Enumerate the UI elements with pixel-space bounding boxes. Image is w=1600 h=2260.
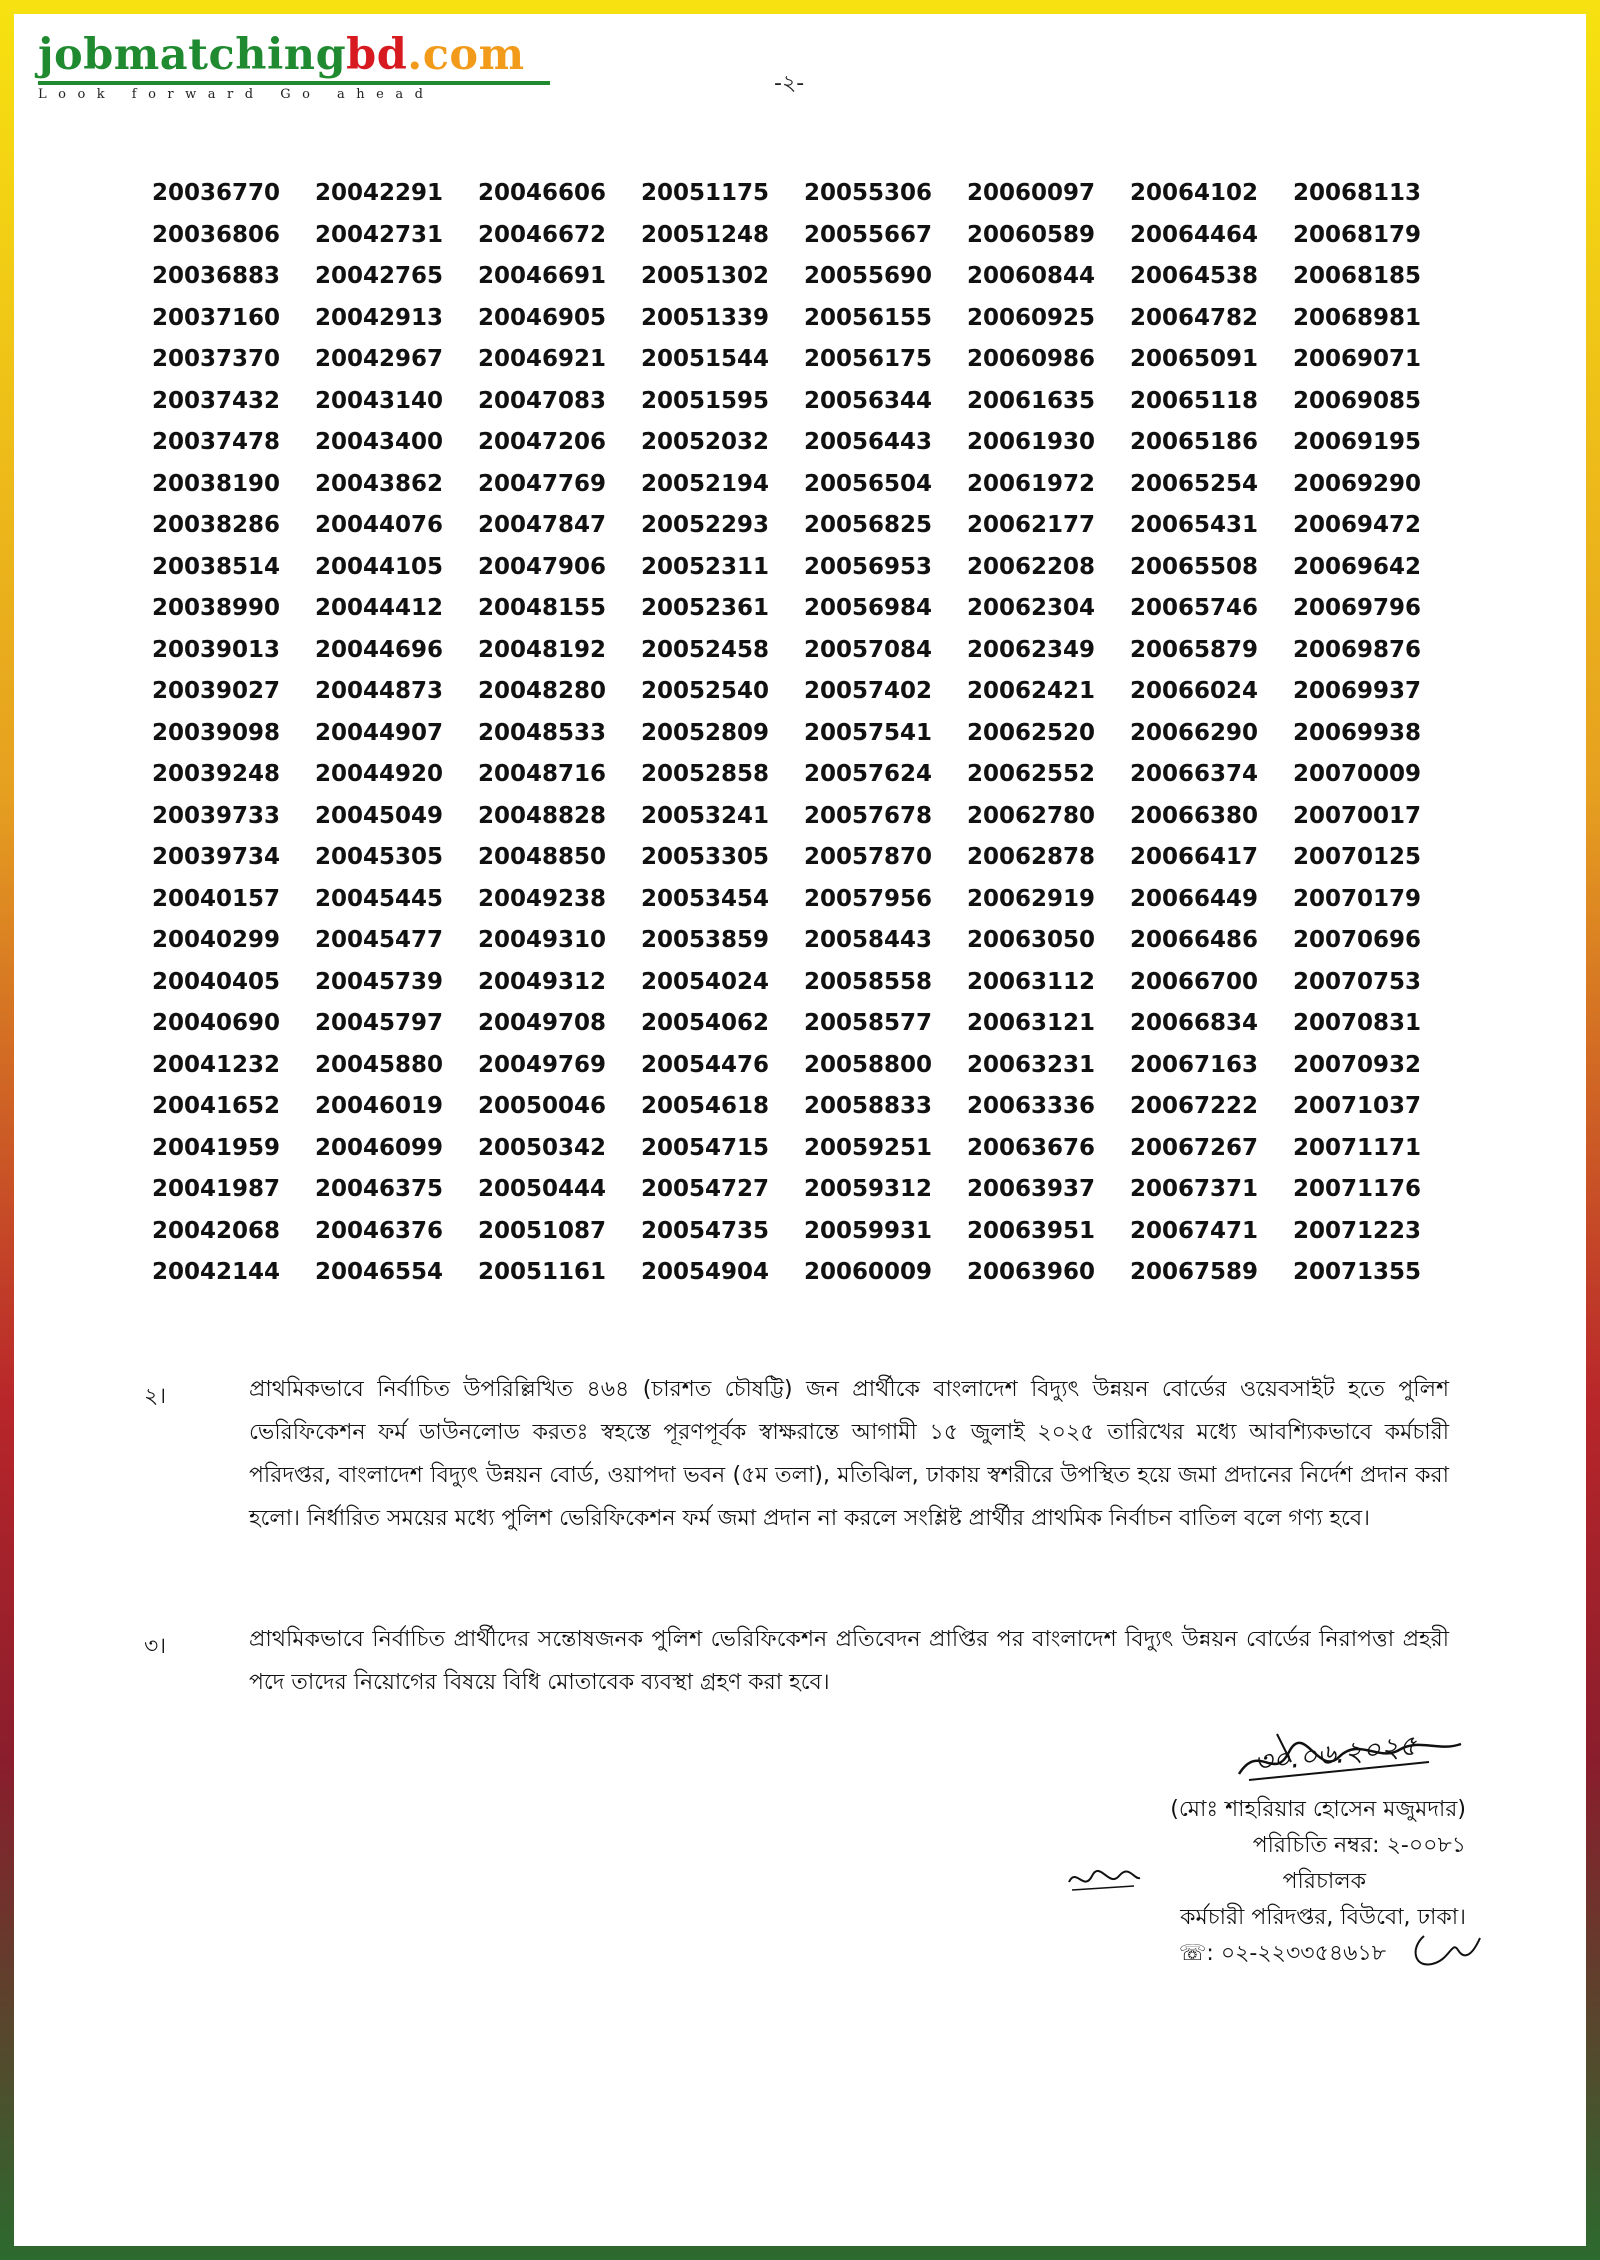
roll-number-cell: 20037478 xyxy=(152,429,281,455)
roll-number-cell: 20037370 xyxy=(152,346,281,372)
roll-number-cell: 20051339 xyxy=(641,304,770,331)
roll-number-cell: 20071223 xyxy=(1293,1217,1422,1244)
roll-number-cell: 20057624 xyxy=(804,761,933,787)
roll-number-cell: 20050342 xyxy=(478,1134,607,1161)
roll-number-cell: 20051175 xyxy=(641,180,770,206)
roll-number-cell: 20046606 xyxy=(478,180,607,206)
roll-number-cell: 20056155 xyxy=(804,304,933,331)
roll-number-cell: 20045880 xyxy=(315,1051,444,1078)
roll-number-cell: 20062919 xyxy=(967,885,1096,912)
roll-number-cell: 20050444 xyxy=(478,1176,607,1202)
roll-number-cell: 20048850 xyxy=(478,844,607,870)
signatory-id: পরিচিতি নম্বর: ২-০০৮১ xyxy=(1252,1833,1466,1858)
logo-part-3: .com xyxy=(407,30,525,80)
roll-number-cell: 20046691 xyxy=(478,263,607,289)
initials-scribble-icon-2 xyxy=(1406,1926,1486,1976)
roll-number-cell: 20056984 xyxy=(804,595,933,621)
roll-number-cell: 20070696 xyxy=(1293,927,1422,953)
roll-number-cell: 20060925 xyxy=(967,304,1096,331)
roll-number-cell: 20066374 xyxy=(1130,761,1259,787)
roll-number-cell: 20044696 xyxy=(315,636,444,663)
roll-number-cell: 20045445 xyxy=(315,885,444,912)
roll-number-cell: 20046019 xyxy=(315,1093,444,1119)
roll-number-cell: 20057084 xyxy=(804,636,933,663)
roll-number-cell: 20042967 xyxy=(315,346,444,372)
roll-number-cell: 20067163 xyxy=(1130,1051,1259,1078)
roll-number-cell: 20062552 xyxy=(967,761,1096,787)
roll-number-cell: 20062349 xyxy=(967,636,1096,663)
roll-number-cell: 20052858 xyxy=(641,761,770,787)
roll-number-cell: 20044920 xyxy=(315,761,444,787)
roll-number-cell: 20052809 xyxy=(641,719,770,746)
roll-number-cell: 20069290 xyxy=(1293,470,1422,497)
roll-number-cell: 20065879 xyxy=(1130,636,1259,663)
roll-number-cell: 20071171 xyxy=(1293,1134,1422,1161)
roll-number-cell: 20065431 xyxy=(1130,512,1259,538)
roll-number-cell: 20041232 xyxy=(152,1051,281,1078)
roll-number-cell: 20061972 xyxy=(967,470,1096,497)
signatory-designation: পরিচালক xyxy=(1282,1869,1366,1894)
roll-number-cell: 20046375 xyxy=(315,1176,444,1202)
roll-number-cell: 20038514 xyxy=(152,553,281,580)
roll-number-cell: 20042731 xyxy=(315,221,444,248)
roll-number-cell: 20047906 xyxy=(478,553,607,580)
roll-number-cell: 20046099 xyxy=(315,1134,444,1161)
roll-number-cell: 20054476 xyxy=(641,1051,770,1078)
roll-number-cell: 20060844 xyxy=(967,263,1096,289)
roll-number-cell: 20060986 xyxy=(967,346,1096,372)
roll-number-cell: 20045305 xyxy=(315,844,444,870)
signatory-phone-line xyxy=(866,1936,1466,1972)
roll-number-cell: 20069937 xyxy=(1293,678,1422,704)
roll-number-cell: 20056953 xyxy=(804,553,933,580)
roll-number-cell: 20052540 xyxy=(641,678,770,704)
roll-number-cell: 20071037 xyxy=(1293,1093,1422,1119)
roll-number-cell: 20071176 xyxy=(1293,1176,1422,1202)
signature-block xyxy=(866,1792,1466,1972)
roll-number-cell: 20068179 xyxy=(1293,221,1422,248)
roll-number-cell: 20051595 xyxy=(641,387,770,414)
roll-number-cell: 20058800 xyxy=(804,1051,933,1078)
document-page xyxy=(14,14,1586,2246)
roll-number-cell: 20044873 xyxy=(315,678,444,704)
roll-number-cell: 20066449 xyxy=(1130,885,1259,912)
roll-number-cell: 20053859 xyxy=(641,927,770,953)
roll-number-cell: 20056344 xyxy=(804,387,933,414)
roll-number-cell: 20063951 xyxy=(967,1217,1096,1244)
roll-number-cell: 20070009 xyxy=(1293,761,1422,787)
roll-number-cell: 20051302 xyxy=(641,263,770,289)
roll-number-cell: 20045477 xyxy=(315,927,444,953)
roll-number-cell: 20056175 xyxy=(804,346,933,372)
logo-part-1: jobmatching xyxy=(38,30,347,80)
roll-number-cell: 20057678 xyxy=(804,802,933,829)
roll-number-cell: 20058577 xyxy=(804,1010,933,1036)
roll-number-cell: 20052458 xyxy=(641,636,770,663)
roll-number-cell: 20056443 xyxy=(804,429,933,455)
roll-number-cell: 20054062 xyxy=(641,1010,770,1036)
paragraph-number-2: ২। xyxy=(144,1384,167,1409)
roll-number-cell: 20044907 xyxy=(315,719,444,746)
roll-number-cell: 20048280 xyxy=(478,678,607,704)
roll-number-cell: 20054715 xyxy=(641,1134,770,1161)
roll-number-cell: 20050046 xyxy=(478,1093,607,1119)
roll-number-cell: 20066834 xyxy=(1130,1010,1259,1036)
roll-number-cell: 20049312 xyxy=(478,968,607,995)
roll-number-cell: 20067222 xyxy=(1130,1093,1259,1119)
phone-icon: ☏ xyxy=(1178,1941,1207,1966)
roll-number-cell: 20052293 xyxy=(641,512,770,538)
roll-number-cell: 20049708 xyxy=(478,1010,607,1036)
roll-number-cell: 20067371 xyxy=(1130,1176,1259,1202)
roll-number-cell: 20064102 xyxy=(1130,180,1259,206)
roll-number-cell: 20065118 xyxy=(1130,387,1259,414)
signature-date: ৩০.০৬.২০২৫ xyxy=(1252,1728,1419,1779)
roll-number-cell: 20068981 xyxy=(1293,304,1422,331)
roll-number-cell: 20049238 xyxy=(478,885,607,912)
roll-number-cell: 20063050 xyxy=(967,927,1096,953)
roll-number-cell: 20067267 xyxy=(1130,1134,1259,1161)
logo-part-2: bd xyxy=(346,30,408,80)
logo-underline xyxy=(38,81,550,85)
roll-number-cell: 20051248 xyxy=(641,221,770,248)
roll-number-cell: 20041652 xyxy=(152,1093,281,1119)
paragraph-3: প্রাথমিকভাবে নির্বাচিত প্রার্থীদের সন্তোষজনক পুলিশ ভেরিফিকেশন প্রতিবেদন প্রাপ্তির পর বাংলাদেশ বিদ্যুৎ উন্নয়ন বোর্ডের নিরাপত্তা প্রহরী পদে তাদের নিয়োগের বিষয়ে বিধি মোতাবেক ব্যবস্থা গ্রহণ করা হবে। xyxy=(249,1627,1449,1695)
roll-number-cell: 20060097 xyxy=(967,180,1096,206)
roll-number-cell: 20051544 xyxy=(641,346,770,372)
roll-number-cell: 20064538 xyxy=(1130,263,1259,289)
roll-number-cell: 20045797 xyxy=(315,1010,444,1036)
roll-number-cell: 20067589 xyxy=(1130,1259,1259,1285)
roll-number-cell: 20069085 xyxy=(1293,387,1422,414)
page-number: -২- xyxy=(774,71,805,96)
roll-number-cell: 20042913 xyxy=(315,304,444,331)
roll-number-cell: 20062780 xyxy=(967,802,1096,829)
roll-number-cell: 20062421 xyxy=(967,678,1096,704)
roll-number-cell: 20070753 xyxy=(1293,968,1422,995)
roll-number-cell: 20059931 xyxy=(804,1217,933,1244)
roll-number-cell: 20063960 xyxy=(967,1259,1096,1285)
roll-number-cell: 20063231 xyxy=(967,1051,1096,1078)
roll-number-cell: 20053305 xyxy=(641,844,770,870)
roll-number-cell: 20040405 xyxy=(152,968,281,995)
roll-number-cell: 20066024 xyxy=(1130,678,1259,704)
roll-number-cell: 20038286 xyxy=(152,512,281,538)
roll-number-cell: 20048828 xyxy=(478,802,607,829)
roll-number-cell: 20064464 xyxy=(1130,221,1259,248)
roll-number-cell: 20061635 xyxy=(967,387,1096,414)
roll-number-cell: 20065254 xyxy=(1130,470,1259,497)
roll-number-cell: 20062208 xyxy=(967,553,1096,580)
roll-number-cell: 20039098 xyxy=(152,719,281,746)
roll-number-cell: 20066380 xyxy=(1130,802,1259,829)
roll-number-cell: 20069195 xyxy=(1293,429,1422,455)
roll-number-cell: 20071355 xyxy=(1293,1259,1422,1285)
roll-number-cell: 20063112 xyxy=(967,968,1096,995)
roll-number-cell: 20070179 xyxy=(1293,885,1422,912)
roll-number-cell: 20060589 xyxy=(967,221,1096,248)
roll-number-cell: 20039734 xyxy=(152,844,281,870)
roll-number-cell: 20052032 xyxy=(641,429,770,455)
roll-number-cell: 20057541 xyxy=(804,719,933,746)
roll-number-cell: 20042144 xyxy=(152,1259,281,1285)
roll-number-cell: 20058443 xyxy=(804,927,933,953)
roll-number-cell: 20062304 xyxy=(967,595,1096,621)
roll-number-cell: 20039027 xyxy=(152,678,281,704)
roll-number-cell: 20070125 xyxy=(1293,844,1422,870)
roll-number-cell: 20054735 xyxy=(641,1217,770,1244)
roll-number-cell: 20040690 xyxy=(152,1010,281,1036)
roll-number-cell: 20052361 xyxy=(641,595,770,621)
roll-number-cell: 20046376 xyxy=(315,1217,444,1244)
roll-number-cell: 20046554 xyxy=(315,1259,444,1285)
roll-number-cell: 20048533 xyxy=(478,719,607,746)
roll-number-cell: 20062520 xyxy=(967,719,1096,746)
roll-number-cell: 20061930 xyxy=(967,429,1096,455)
roll-number-cell: 20044076 xyxy=(315,512,444,538)
roll-number-cell: 20047769 xyxy=(478,470,607,497)
roll-number-cell: 20043140 xyxy=(315,387,444,414)
roll-number-cell: 20059312 xyxy=(804,1176,933,1202)
roll-number-cell: 20042068 xyxy=(152,1217,281,1244)
roll-number-cell: 20057402 xyxy=(804,678,933,704)
roll-number-cell: 20048192 xyxy=(478,636,607,663)
roll-number-cell: 20056825 xyxy=(804,512,933,538)
roll-number-cell: 20069796 xyxy=(1293,595,1422,621)
roll-number-cell: 20054618 xyxy=(641,1093,770,1119)
roll-number-cell: 20038990 xyxy=(152,595,281,621)
roll-number-cell: 20048716 xyxy=(478,761,607,787)
roll-number-cell: 20069071 xyxy=(1293,346,1422,372)
roll-number-cell: 20054024 xyxy=(641,968,770,995)
roll-number-cell: 20053241 xyxy=(641,802,770,829)
roll-number-cell: 20040299 xyxy=(152,927,281,953)
roll-number-cell: 20069938 xyxy=(1293,719,1422,746)
roll-number-cell: 20066700 xyxy=(1130,968,1259,995)
roll-number-cell: 20036770 xyxy=(152,180,281,206)
roll-number-table xyxy=(152,180,1452,1301)
roll-number-cell: 20057870 xyxy=(804,844,933,870)
roll-number-cell: 20041959 xyxy=(152,1134,281,1161)
signatory-name: (মোঃ শাহরিয়ার হোসেন মজুমদার) xyxy=(1170,1797,1466,1822)
roll-number-cell: 20057956 xyxy=(804,885,933,912)
roll-number-cell: 20045049 xyxy=(315,802,444,829)
roll-number-cell: 20037160 xyxy=(152,304,281,331)
signatory-office: কর্মচারী পরিদপ্তর, বিউবো, ঢাকা। xyxy=(1180,1905,1466,1930)
roll-number-cell: 20058833 xyxy=(804,1093,933,1119)
roll-number-cell: 20054727 xyxy=(641,1176,770,1202)
roll-number-cell: 20065746 xyxy=(1130,595,1259,621)
roll-number-cell: 20054904 xyxy=(641,1259,770,1285)
roll-number-cell: 20066486 xyxy=(1130,927,1259,953)
roll-number-cell: 20036806 xyxy=(152,221,281,248)
roll-number-cell: 20065508 xyxy=(1130,553,1259,580)
roll-number-cell: 20066290 xyxy=(1130,719,1259,746)
roll-number-cell: 20044105 xyxy=(315,553,444,580)
roll-number-cell: 20047206 xyxy=(478,429,607,455)
roll-number-cell: 20069876 xyxy=(1293,636,1422,663)
roll-number-cell: 20047847 xyxy=(478,512,607,538)
roll-number-cell: 20041987 xyxy=(152,1176,281,1202)
roll-number-cell: 20064782 xyxy=(1130,304,1259,331)
roll-number-cell: 20052194 xyxy=(641,470,770,497)
roll-number-cell: 20039733 xyxy=(152,802,281,829)
roll-number-cell: 20062177 xyxy=(967,512,1096,538)
roll-number-cell: 20039248 xyxy=(152,761,281,787)
roll-number-cell: 20066417 xyxy=(1130,844,1259,870)
roll-number-cell: 20049310 xyxy=(478,927,607,953)
roll-number-cell: 20063937 xyxy=(967,1176,1096,1202)
roll-number-cell: 20063336 xyxy=(967,1093,1096,1119)
signatory-phone: : ০২-২২৩৩৫৪৬১৮ xyxy=(1206,1941,1386,1966)
roll-number-cell: 20040157 xyxy=(152,885,281,912)
roll-number-cell: 20060009 xyxy=(804,1259,933,1285)
initials-scribble-icon xyxy=(1064,1862,1144,1896)
roll-number-cell: 20046672 xyxy=(478,221,607,248)
roll-number-cell: 20037432 xyxy=(152,387,281,414)
roll-number-cell: 20055667 xyxy=(804,221,933,248)
roll-number-cell: 20051161 xyxy=(478,1259,607,1285)
roll-number-cell: 20070017 xyxy=(1293,802,1422,829)
roll-number-cell: 20068185 xyxy=(1293,263,1422,289)
roll-number-cell: 20043862 xyxy=(315,470,444,497)
roll-number-cell: 20062878 xyxy=(967,844,1096,870)
roll-number-cell: 20055306 xyxy=(804,180,933,206)
roll-number-cell: 20052311 xyxy=(641,553,770,580)
roll-number-cell: 20055690 xyxy=(804,263,933,289)
roll-number-cell: 20070932 xyxy=(1293,1051,1422,1078)
roll-number-cell: 20063121 xyxy=(967,1010,1096,1036)
site-logo[interactable] xyxy=(38,30,558,102)
roll-number-cell: 20053454 xyxy=(641,885,770,912)
roll-number-cell: 20049769 xyxy=(478,1051,607,1078)
roll-number-cell: 20042291 xyxy=(315,180,444,206)
roll-number-cell: 20051087 xyxy=(478,1217,607,1244)
roll-number-cell: 20039013 xyxy=(152,636,281,663)
roll-number-cell: 20038190 xyxy=(152,470,281,497)
roll-number-cell: 20065091 xyxy=(1130,346,1259,372)
roll-number-cell: 20046921 xyxy=(478,346,607,372)
roll-number-cell: 20046905 xyxy=(478,304,607,331)
roll-number-cell: 20047083 xyxy=(478,387,607,414)
roll-number-cell: 20063676 xyxy=(967,1134,1096,1161)
roll-number-cell: 20068113 xyxy=(1293,180,1422,206)
logo-tagline: Look forward Go ahead xyxy=(38,87,435,102)
roll-number-cell: 20065186 xyxy=(1130,429,1259,455)
roll-number-cell: 20059251 xyxy=(804,1134,933,1161)
paragraph-2: প্রাথমিকভাবে নির্বাচিত উপরিল্লিখিত ৪৬৪ (চারশত চৌষট্টি) জন প্রার্থীকে বাংলাদেশ বিদ্যুৎ উন্নয়ন বোর্ডের ওয়েবসাইট হতে পুলিশ ভেরিফিকেশন ফর্ম ডাউনলোড করতঃ স্বহস্তে পূরণপূর্বক স্বাক্ষরান্তে আগামী ১৫ জুলাই ২০২৫ তারিখের মধ্যে আবশ্যিকভাবে কর্মচারী পরিদপ্তর, বাংলাদেশ বিদ্যুৎ উন্নয়ন বোর্ড, ওয়াপদা ভবন (৫ম তলা), মতিঝিল, ঢাকায় স্বশরীরে উপস্থিত হয়ে জমা প্রদানের নির্দেশ প্রদান করা হলো। নির্ধারিত সময়ের মধ্যে পুলিশ ভেরিফিকেশন ফর্ম জমা প্রদান না করলে সংশ্লিষ্ট প্রার্থীর প্রাথমিক নির্বাচন বাতিল বলে গণ্য হবে। xyxy=(249,1377,1449,1531)
roll-number-cell: 20036883 xyxy=(152,263,281,289)
roll-number-cell: 20043400 xyxy=(315,429,444,455)
roll-number-cell: 20048155 xyxy=(478,595,607,621)
roll-number-cell: 20067471 xyxy=(1130,1217,1259,1244)
roll-number-cell: 20056504 xyxy=(804,470,933,497)
roll-number-cell: 20042765 xyxy=(315,263,444,289)
roll-number-cell: 20069642 xyxy=(1293,553,1422,580)
roll-number-cell: 20070831 xyxy=(1293,1010,1422,1036)
roll-number-cell: 20045739 xyxy=(315,968,444,995)
roll-number-cell: 20058558 xyxy=(804,968,933,995)
paragraph-number-3: ৩। xyxy=(144,1634,167,1659)
roll-number-cell: 20069472 xyxy=(1293,512,1422,538)
logo-wordmark xyxy=(38,30,558,80)
roll-number-cell: 20044412 xyxy=(315,595,444,621)
